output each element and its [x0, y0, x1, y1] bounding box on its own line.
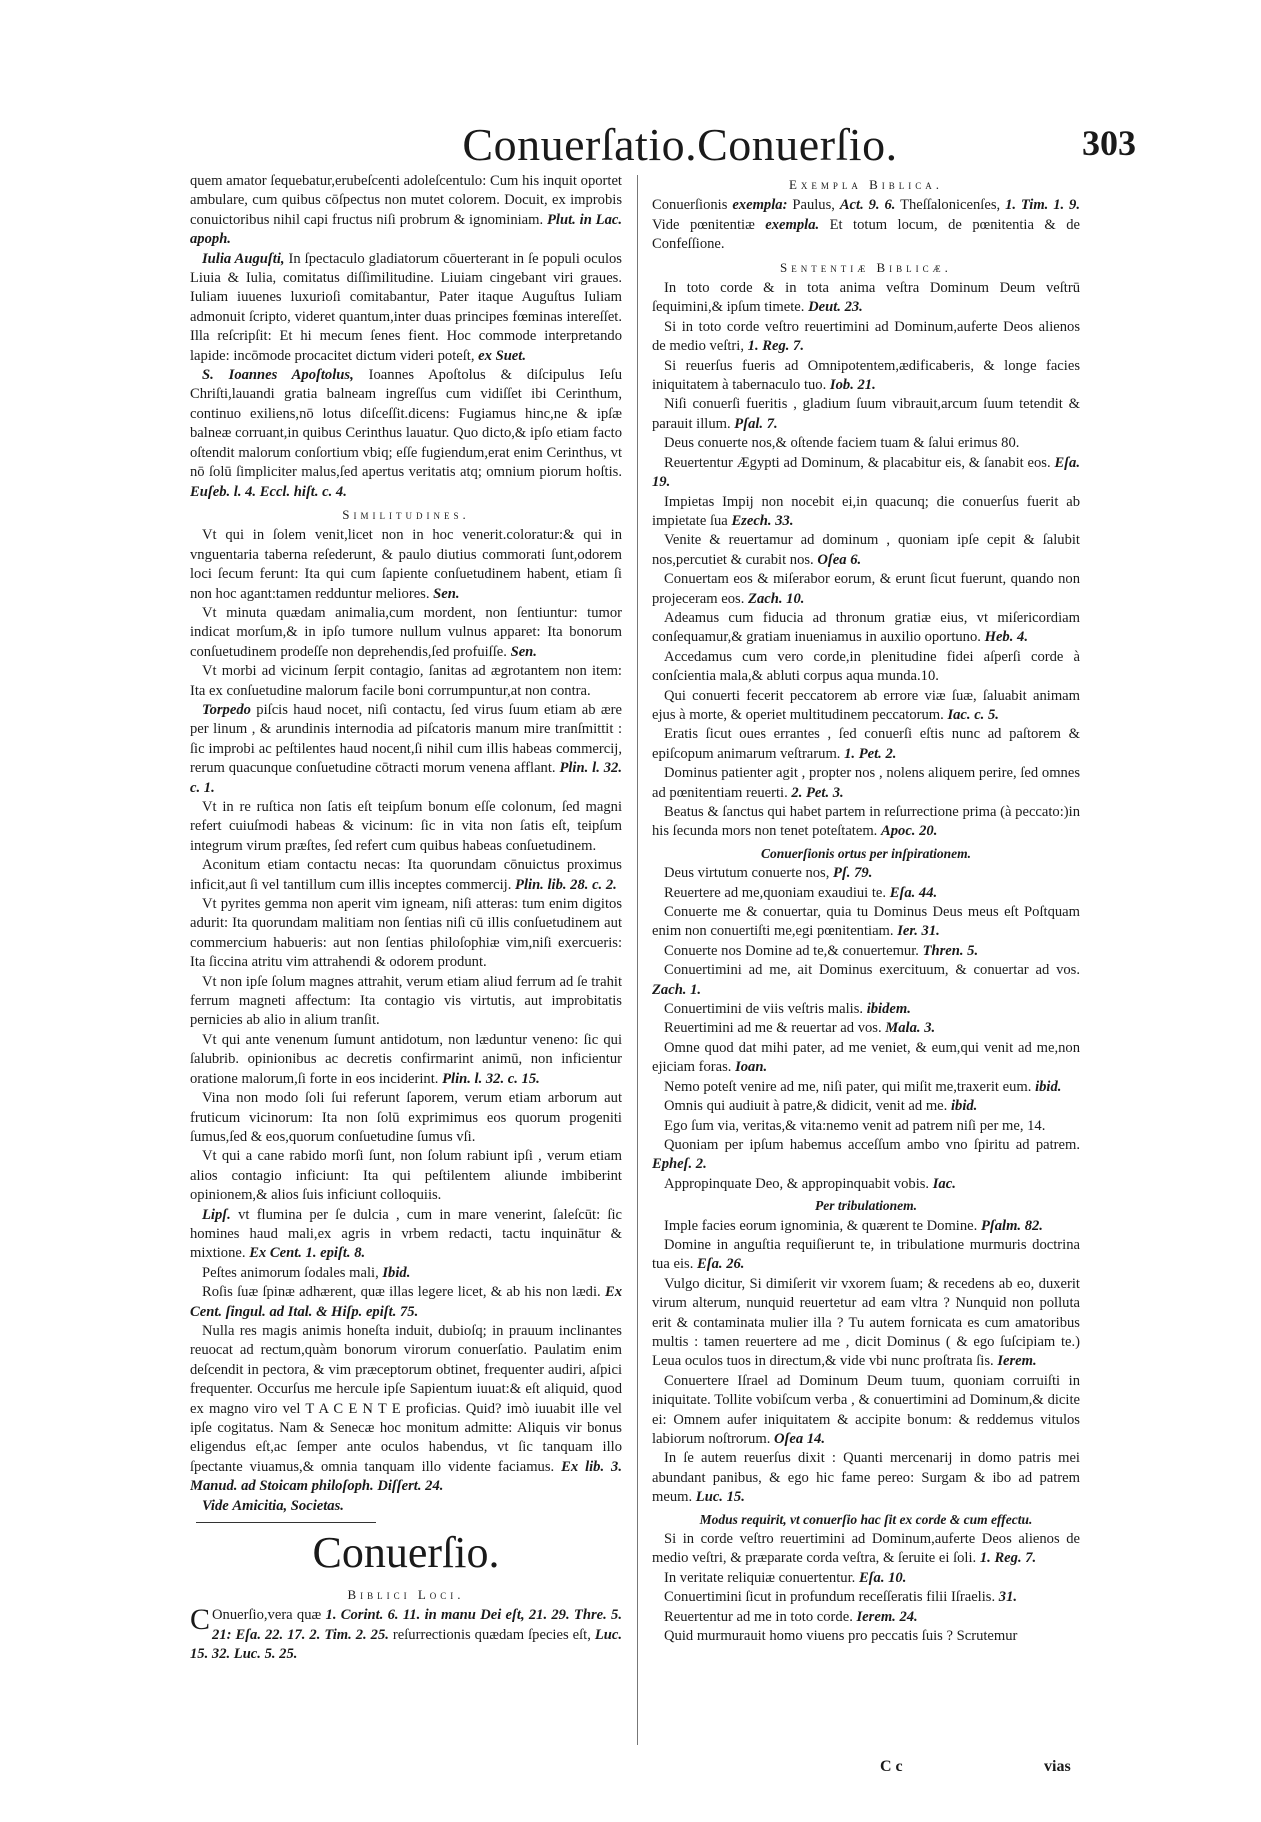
entry-heading: Conuerſio. — [312, 1528, 500, 1578]
paragraph: Vulgo dicitur, Si dimiſerit vir vxorem ſuam; & recedens ab eo, duxerit virum alterum, nunquid reuertetur ad eam vltra ? Nunquid non polluta erit & contaminata mulier illa ? Tu autem fornicata es cum amatoribus multis : tamen reuertere ad me , dicit Dominus ( & ego ſuſcipiam te.) Leua oculos tuos in directum,& vide vbi nunc proſtrata ſis. Ierem. — [652, 1275, 1080, 1370]
section-heading: Exempla Biblica. — [788, 177, 944, 192]
subheading: Conuerſionis ortus per inſpirationem. — [760, 845, 972, 861]
paragraph: Vt qui ante venenum ſumunt antidotum, non læduntur veneno: ſic qui ſalubrib. opinionibus ac decretis confirmarint animū, non inficientur oratione malorum,ſi forte in eos inciderint. Plin. l. 32. c. 15. — [190, 1031, 622, 1087]
paragraph: Conuertam eos & miſerabor eorum, & erunt ſicut fuerunt, quando non projeceram eos. Zach. 10. — [652, 571, 1080, 607]
paragraph: In toto corde & in tota anima veſtra Dominum Deum veſtrū ſequimini,& ipſum timete. Deut. 23. — [652, 280, 1080, 316]
paragraph: Aconitum etiam contactu necas: Ita quorundam cōnuictus proximus inficit,aut ſi vel tantillum cum illis inceptes commercij. Plin. lib. 28. c. 2. — [190, 857, 622, 893]
paragraph: Deus conuerte nos,& oſtende faciem tuam & ſalui erimus 80. — [664, 435, 1020, 452]
paragraph: quem amator ſequebatur,erubeſcenti adoleſcentulo: Cum his inquit oportet ambulare, cum quibus cōſpectus non mutet colorem. Docuit, ex improbis conuictoribus nihil capi fructus niſi probrum & ignominiam. Plut. in Lac. apoph. — [190, 173, 622, 248]
paragraph: Conuertimini ſicut in profundum receſſeratis filii Iſraelis. 31. — [664, 1589, 1018, 1606]
paragraph: In ſe autem reuerſus dixit : Quanti mercenarij in domo patris mei abundant panibus, & ego hic fame pereo: Surgam & ibo ad patrem meum. Luc. 15. — [652, 1450, 1080, 1506]
paragraph: Vt qui in ſolem venit,licet non in hoc venerit.coloratur:& qui in vnguentaria taberna reſederunt, & paulo diutius commorati ſunt,odorem loci ſecum ferunt: Ita qui cum ſapiente conſuetudinem habent, etiam ſi non hoc agant:tamen redduntur meliores. Sen. — [190, 527, 622, 602]
section-heading: Biblici Loci. — [347, 1587, 465, 1603]
paragraph: Si in corde veſtro reuertimini ad Dominum,auferte Deos alienos de medio veſtri, & præparate corda veſtra, & ſeruite ei ſoli. 1. Reg. 7. — [652, 1531, 1080, 1567]
page-number: 303 — [1082, 123, 1136, 163]
paragraph: S. Ioannes Apoſtolus, Ioannes Apoſtolus & diſcipulus Ieſu Chriſti,lauandi gratia balneam ingreſſus cum vidiſſet ibi Cerinthum, continuo exiliens,nō lotus diſceſſit.dicens: Fugiamus hinc,ne & ipſæ balneæ corruant,in quibus Cerinthus lauatur. Quo dicto,& ipſo etiam facto oſtendit malorum conſortium vbiq; eſſe fugiendum,erat enim Cerinthus, vt nō ſolū ſimpliciter malus,ſed apertus veritatis atq; omnium piorum hoſtis. Euſeb. l. 4. Eccl. hiſt. c. 4. — [190, 367, 622, 500]
paragraph: Domine in anguſtia requiſierunt te, in tribulatione murmuris doctrina tua eis. Eſa. 26. — [652, 1236, 1080, 1273]
paragraph: Conuerte me & conuertar, quia tu Dominus Deus meus eſt Poſtquam enim non conuertiſti me,egi pœnitentiam. Ier. 31. — [652, 904, 1080, 940]
paragraph: Conuertimini ad me, ait Dominus exercituum, & conuertar ad vos. Zach. 1. — [652, 962, 1080, 998]
paragraph: Dominus patienter agit , propter nos , nolens aliquem perire, ſed omnes ad pœnitentiam reuerti. 2. Pet. 3. — [652, 765, 1080, 801]
paragraph: Reuertere ad me,quoniam exaudiui te. Eſa. 44. — [664, 884, 938, 901]
subheading: Per tribulationem. — [814, 1198, 917, 1214]
paragraph: Adeamus cum fiducia ad thronum gratiæ eius, vt miſericordiam conſequamur,& gratiam inueniamus in auxilio oportuno. Heb. 4. — [652, 609, 1080, 646]
paragraph: Beatus & ſanctus qui habet partem in reſurrectione prima (à peccato:)in his ſecunda mors non tenet poteſtatem. Apoc. 20. — [652, 804, 1080, 840]
paragraph: Lipſ. vt flumina per ſe dulcia , cum in mare venerint, ſaleſcūt: ſic homines haud mali,ex agris in vrbem redacti, tactu inquinātur & mixtione. Ex Cent. 1. epiſt. 8. — [190, 1206, 622, 1262]
column-rule — [637, 175, 638, 1745]
paragraph: Quoniam per ipſum habemus acceſſum ambo vno ſpiritu ad patrem. Epheſ. 2. — [652, 1136, 1080, 1173]
drop-cap: C — [190, 1603, 211, 1637]
paragraph: Deus virtutum conuerte nos, Pſ. 79. — [664, 865, 873, 882]
signature-mark: C c — [880, 1758, 903, 1775]
paragraph: Vina non modo ſoli ſui referunt ſaporem, verum etiam arborum aut fruticum vicinorum: Ita non ſolū exprimimus eos quorum progeniti ſumus,ſed & eos,quorum conſuetudine ſumus vſi. — [190, 1090, 622, 1145]
paragraph: Iulia Auguſti, In ſpectaculo gladiatorum cōuerterant in ſe populi oculos Liuia & Iulia, comitatus diſſimilitudine. Liuiam cingebant viri graues. Iuliam iuuenes luxurioſi comitabantur, Pater itaque Auguſtus Iuliam admonuit ſcripto, videret quantum,inter duas principes fœminas intereſſet. Illa reſcripſit: Et hi mecum ſenes fient. Hoc commode interpretando lapide: incōmode procacitet dictum videri poteſt, ex Suet. — [190, 250, 622, 364]
paragraph: Nemo poteſt venire ad me, niſi pater, qui miſit me,traxerit eum. ibid. — [664, 1078, 1062, 1095]
catchword: vias — [1044, 1758, 1071, 1775]
paragraph: C Onuerſio,vera quæ 1. Corint. 6. 11. in manu Dei eſt, 21. 29. Thre. 5. 21: Eſa. 22. 17. 2. Tim. 2. 25. reſurrectionis quædam ſpecies eſt, Luc. 15. 32. Luc. 5. 25. — [190, 1603, 622, 1663]
paragraph: Si reuerſus fueris ad Omnipotentem,ædificaberis, & longe facies iniquitatem à tabernaculo tuo. Iob. 21. — [652, 357, 1080, 394]
paragraph: Omne quod dat mihi pater, ad me veniet, & eum,qui venit ad me,non ejiciam foras. Ioan. — [652, 1039, 1080, 1076]
section-heading: Sententiæ Biblicæ. — [780, 259, 952, 275]
paragraph: Reuertimini ad me & reuertar ad vos. Mala. 3. — [664, 1020, 936, 1037]
paragraph: Reuertentur ad me in toto corde. Ierem. 24. — [664, 1608, 918, 1625]
paragraph: Vt pyrites gemma non aperit vim igneam, niſi atteras: tum enim digitos adurit: Ita quorundam malitiam non ſentias niſi cū illis conſuetudinem aut commercium habueris: aut non ſentias philoſophiæ vim,niſi exercueris: Ita ſiccina atritu vim attrahendi & odorem produnt. — [190, 896, 622, 971]
paragraph: Quid murmurauit homo viuens pro peccatis ſuis ? Scrutemur — [664, 1628, 1018, 1645]
paragraph: Vide Amicitia, Societas. — [202, 1497, 344, 1514]
paragraph: Niſi conuerſi fueritis , gladium ſuum vibrauit,arcum ſuum tetendit & parauit illum. Pſal. 7. — [652, 396, 1080, 432]
paragraph: Accedamus cum vero corde,in plenitudine fidei aſperſi corde à conſcientia mala,& abluti corpus aqua munda.10. — [652, 648, 1080, 685]
running-head: Conuerſatio.Conuerſio. — [462, 119, 898, 170]
paragraph: Roſis ſuæ ſpinæ adhærent, quæ illas legere licet, & ab his non lædi. Ex Cent. ſingul. ad Ital. & Hiſp. epiſt. 75. — [190, 1284, 622, 1320]
paragraph: Imple facies eorum ignominia, & quærent te Domine. Pſalm. 82. — [664, 1217, 1043, 1234]
paragraph: Vt morbi ad vicinum ſerpit contagio, ſanitas ad ægrotantem non item: Ita ex conſuetudine malorum facile boni corrumpuntur,at non contra. — [190, 663, 622, 699]
paragraph: In veritate reliquiæ conuertentur. Eſa. 10. — [664, 1569, 907, 1586]
paragraph: Reuertentur Ægypti ad Dominum, & placabitur eis, & ſanabit eos. Eſa. 19. — [652, 454, 1080, 491]
paragraph: Conuertimini de viis veſtris malis. ibidem. — [664, 1001, 911, 1018]
right-column — [652, 172, 1080, 1732]
paragraph: Conuerte nos Domine ad te,& conuertemur. Thren. 5. — [664, 942, 979, 959]
paragraph: Ego ſum via, veritas,& vita:nemo venit ad patrem niſi per me, 14. — [664, 1117, 1046, 1134]
paragraph: Vt qui a cane rabido morſi ſunt, non ſolum rabiunt ipſi , verum etiam alios contagio inficiunt: Ita qui peſtilentem aliunde imbiberint opinionem,& alios ſuis inficiunt colloquiis. — [190, 1148, 622, 1204]
paragraph: Omnis qui audiuit à patre,& didicit, venit ad me. ibid. — [664, 1098, 978, 1115]
paragraph: Torpedo piſcis haud nocet, niſi contactu, ſed virus ſuum etiam ab ære per linum , & arundinis internodia ad piſcatoris manum mire tranſmittit : ſic improbi ac peſtilentes haud nocent,ſi nihil cum illis habeas commercij, rerum quacunque conſuetudine cōtracti morum venena afflant. Plin. l. 32. c. 1. — [190, 701, 622, 796]
section-heading: Similitudines. — [342, 506, 470, 522]
paragraph: Conuertere Iſrael ad Dominum Deum tuum, quoniam corruiſti in iniquitate. Tollite vobiſcum verba , & conuertimini ad Dominum,& dicite ei: Omnem aufer iniquitatem & accipite bonum: & reddemus vitulos labiorum noſtrorum. Oſea 14. — [652, 1372, 1080, 1447]
paragraph: Conuerſionis exempla: Paulus, Act. 9. 6. Theſſalonicenſes, 1. Tim. 1. 9. Vide pœnitentiæ exempla. Et totum locum, de pœnitentia & de Confeſſione. — [652, 197, 1080, 253]
subheading: Modus requirit, vt conuerſio hac ſit ex corde & cum effectu. — [699, 1511, 1033, 1527]
paragraph: Vt non ipſe ſolum magnes attrahit, verum etiam aliud ferrum ad ſe trahit ferrum magneti affectum: Ita contagio vis virtutis, aut improbitatis pernicies ab alio in alium tranſit. — [190, 973, 622, 1029]
paragraph: Qui conuerti fecerit peccatorem ab errore viæ ſuæ, ſaluabit animam ejus à morte, & operiet multitudinem peccatorum. Iac. c. 5. — [652, 687, 1080, 723]
paragraph: Peſtes animorum ſodales mali, Ibid. — [202, 1264, 411, 1281]
paragraph: Nulla res magis animis honeſta induit, dubioſq; in prauum inclinantes reuocat ad rectum,quàm bonorum virorum conuerſatio. Paulatim enim deſcendit in pectora, & vim præceptorum obtinet, frequenter audiri, aſpici frequenter. Occurſus me hercule ipſe Sapientum iuuat:& eſt aliquid, quod ex magno viro vel T A C E N T E proficias. Quid? imò iuuabit ille vel ipſe cogitatus. Nam & Senecæ hoc monitum admitte: Aliquis vir bonus eligendus eſt,ac ſemper ante oculos habendus, vt ſic tanquam illo ſpectante viuamus,& omnia tanquam illo vidente faciamus. Ex lib. 3. Manud. ad Stoicam philoſoph. Diſſert. 24. — [190, 1322, 622, 1495]
paragraph: Appropinquate Deo, & appropinquabit vobis. Iac. — [664, 1175, 956, 1192]
paragraph: Impietas Impij non nocebit ei,in quacunq; die conuerſus fuerit ab impietate ſua Ezech. 33. — [652, 493, 1080, 529]
paragraph: Venite & reuertamur ad dominum , quoniam ipſe cepit & ſalubit nos,percutiet & curabit nos. Oſea 6. — [652, 532, 1080, 568]
section-divider — [196, 1522, 376, 1523]
paragraph: Vt in re ruſtica non ſatis eſt teipſum bonum eſſe colonum, ſed magni refert cuiuſmodi habeas & vicinum: ſic in vita non ſatis eſt, teipſum integrum virum præſtes, ſed refert cum quibus habeas conſuetudinem. — [190, 799, 622, 854]
paragraph: Eratis ſicut oues errantes , ſed conuerſi eſtis nunc ad paſtorem & epiſcopum animarum veſtrarum. 1. Pet. 2. — [652, 726, 1080, 762]
paragraph: Vt minuta quædam animalia,cum mordent, non ſentiuntur: tumor indicat morſum,& in ipſo tumore nullum vulnus apparet: Ita bonorum conſuetudinem prodeſſe non deprehendis,ſed profuiſſe. Sen. — [190, 604, 622, 660]
paragraph: Si in toto corde veſtro reuertimini ad Dominum,auferte Deos alienos de medio veſtri, 1. Reg. 7. — [652, 318, 1080, 355]
left-column — [190, 172, 622, 1752]
